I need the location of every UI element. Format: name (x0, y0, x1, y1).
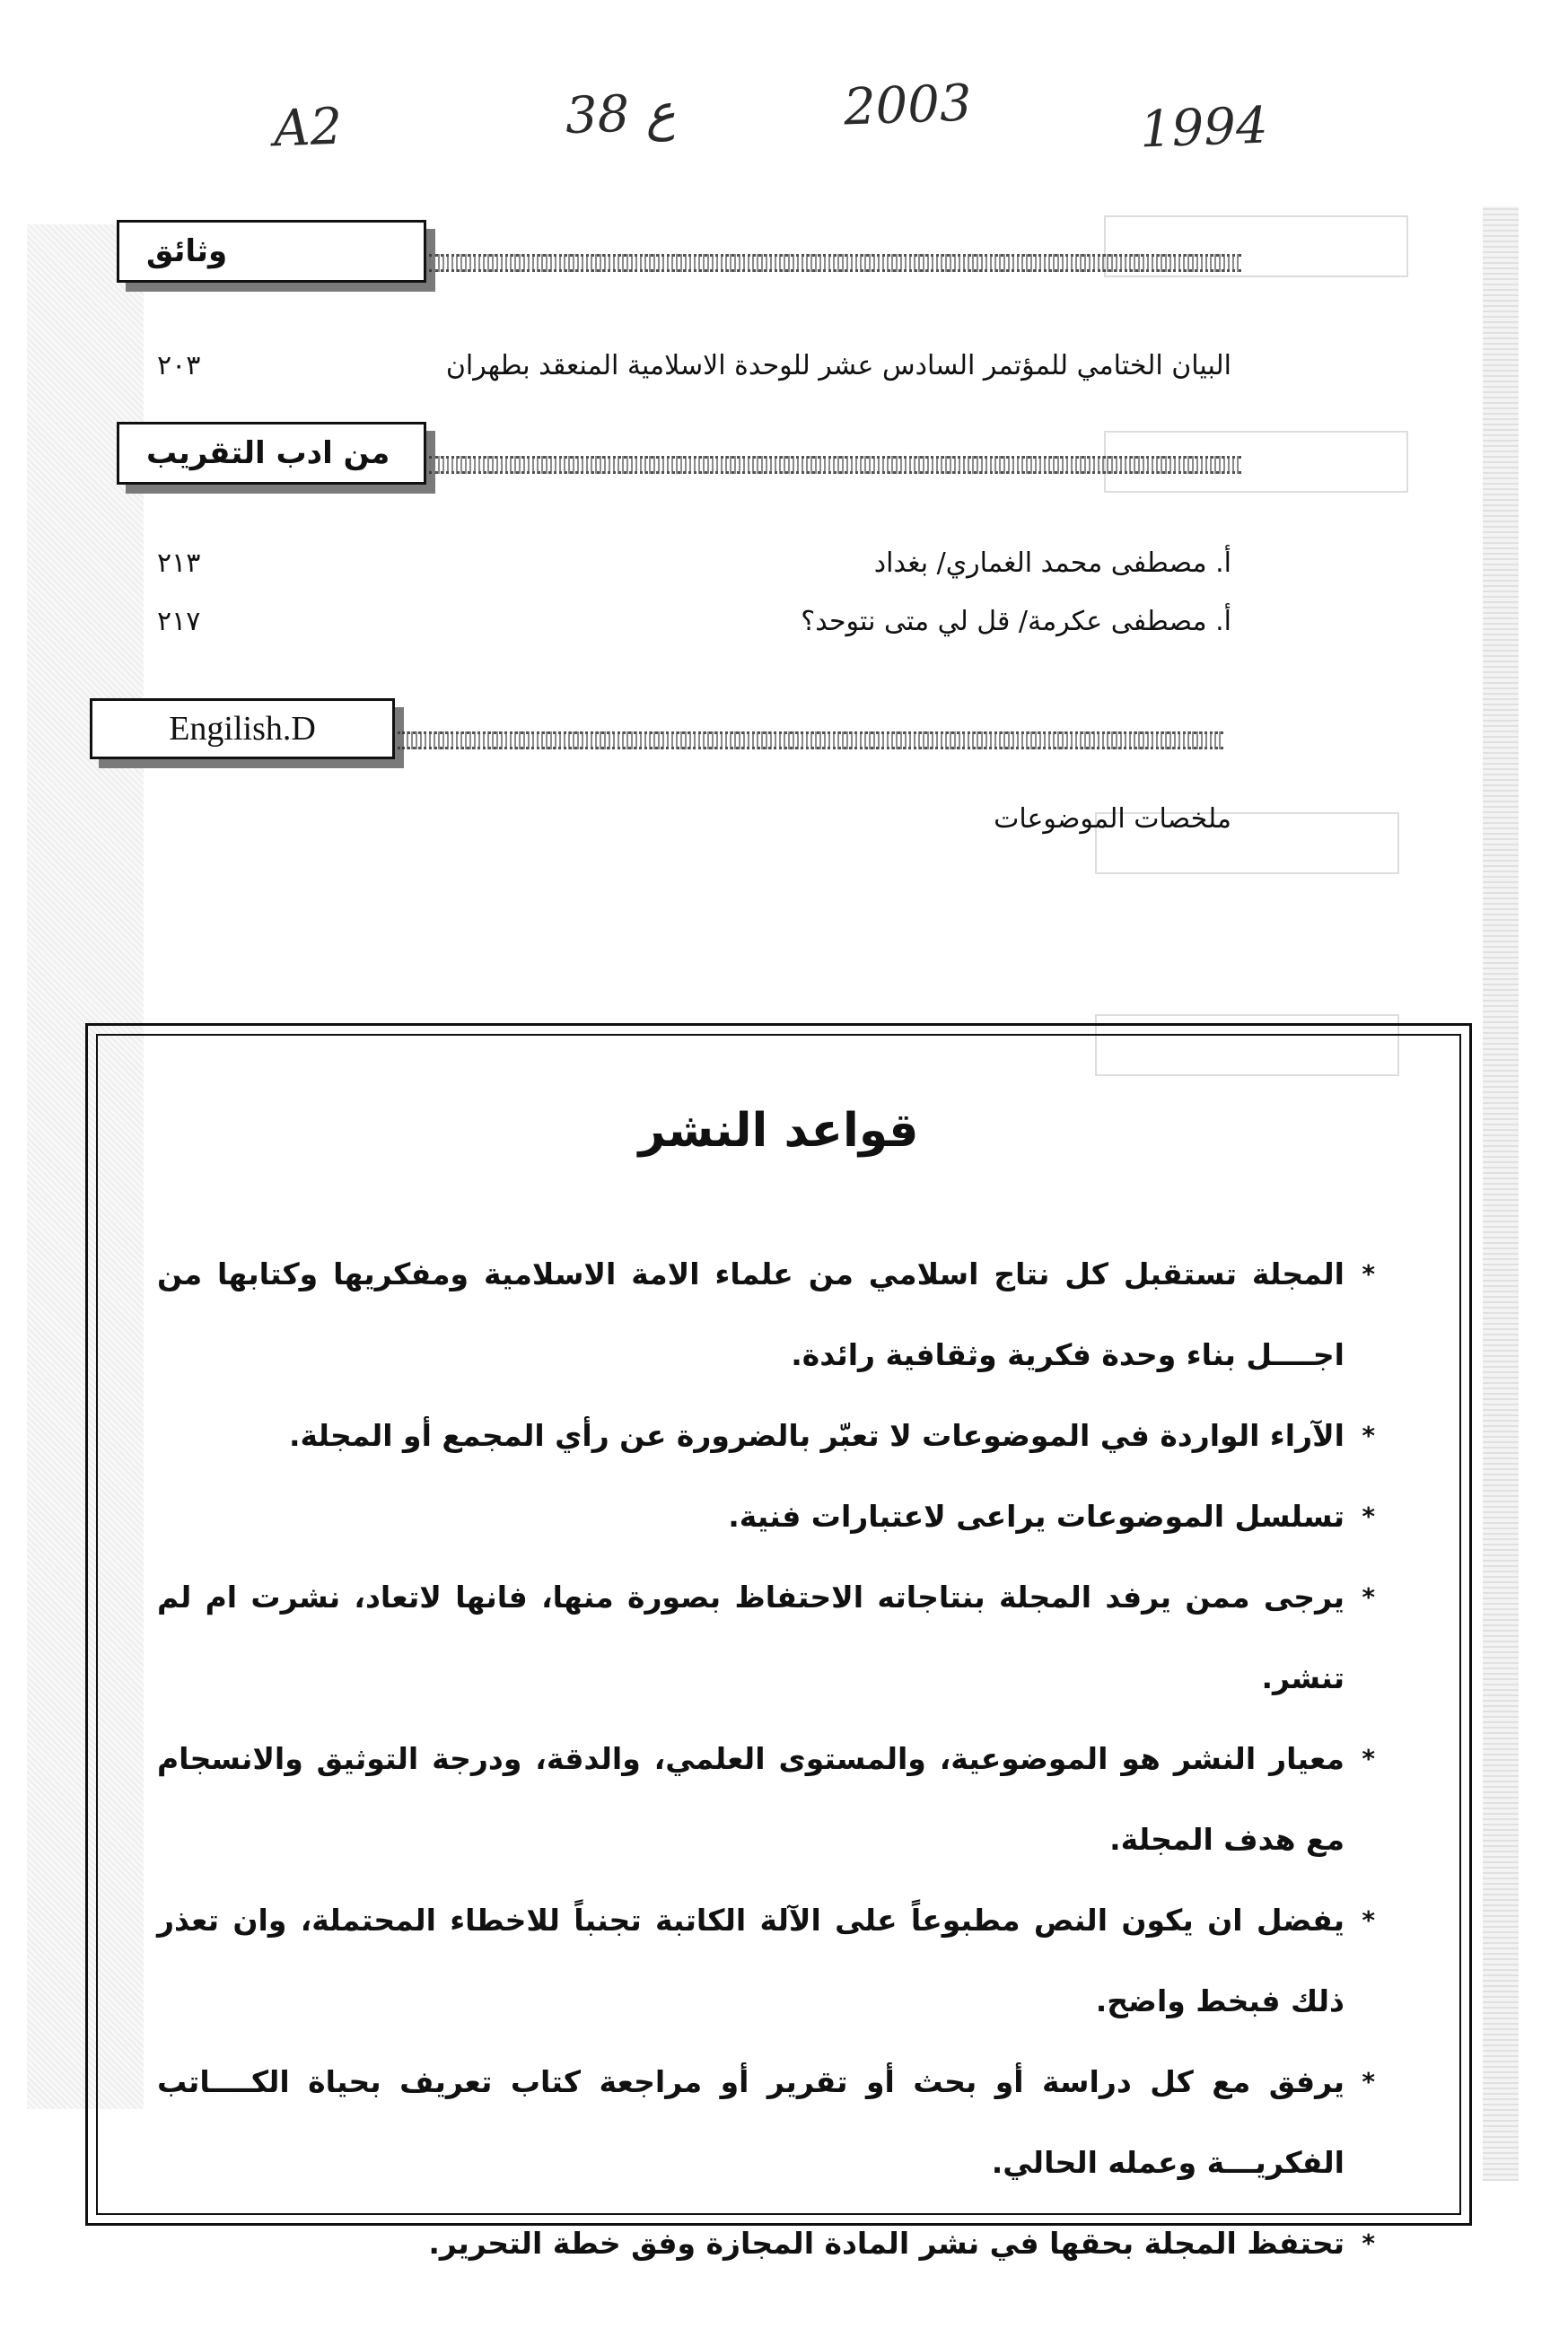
rule-item: * يفضل ان يكون النص مطبوعاً على الآلة الكاتبة تجنباً للاخطاء المحتملة، وان تعذر ذلك فبخط واضح. (157, 1880, 1364, 2042)
handwritten-note: 38 ع (564, 83, 677, 146)
section-divider (398, 731, 1223, 749)
section-header-documents (117, 220, 426, 283)
rule-item: * يرفق مع كل دراسة أو بحث أو تقرير أو مراجعة كتاب تعريف بحياة الكــــاتب الفكريـــة وعمله الحالي. (157, 2042, 1364, 2203)
toc-entry-title: أ. مصطفى عكرمة/ قل لي متى نتوحد؟ (801, 606, 1231, 637)
rules-list (157, 1234, 1364, 2284)
rule-item: * المجلة تستقبل كل نتاج اسلامي من علماء الامة الاسلامية ومفكريها وكتابها من اجــــل بناء وحدة فكرية وثقافية رائدة. (157, 1234, 1364, 1396)
toc-entry-title: ملخصات الموضوعات (994, 803, 1231, 835)
rules-title: قواعد النشر (638, 1104, 919, 1158)
bleed-through-edge (1483, 206, 1519, 2181)
rule-item: * يرجى ممن يرفد المجلة بنتاجاته الاحتفاظ بصورة منها، فانها لاتعاد، نشرت ام لم تنشر. (157, 1557, 1364, 1719)
rule-item: * معيار النشر هو الموضوعية، والمستوى العلمي، والدقة، ودرجة التوثيق والانسجام مع هدف المجلة. (157, 1719, 1364, 1880)
section-header-english (90, 698, 395, 759)
handwritten-note: 1994 (1138, 96, 1269, 160)
toc-entry-page: ٢١٧ (157, 606, 201, 637)
toc-entry-page: ٢٠٣ (157, 350, 201, 381)
section-header-label: وثائق (146, 233, 228, 269)
section-divider (429, 254, 1241, 272)
toc-entry-page: ٢١٣ (157, 547, 201, 579)
rule-item: * تحتفظ المجلة بحقها في نشر المادة المجازة وفق خطة التحرير. (157, 2203, 1364, 2284)
section-header-label: Engilish.D (169, 710, 316, 748)
toc-entry-title: البيان الختامي للمؤتمر السادس عشر للوحدة الاسلامية المنعقد بطهران (445, 350, 1231, 381)
handwritten-note: 2003 (842, 74, 973, 137)
rule-item: * الآراء الواردة في الموضوعات لا تعبّر بالضرورة عن رأي المجمع أو المجلة. (157, 1396, 1364, 1476)
rule-item: * تسلسل الموضوعات يراعى لاعتبارات فنية. (157, 1476, 1364, 1557)
section-header-label: من ادب التقريب (146, 435, 390, 471)
section-header-literature (117, 422, 426, 485)
section-divider (429, 456, 1241, 474)
handwritten-note: A2 (272, 97, 344, 159)
toc-entry-title: أ. مصطفى محمد الغماري/ بغداد (873, 547, 1231, 579)
